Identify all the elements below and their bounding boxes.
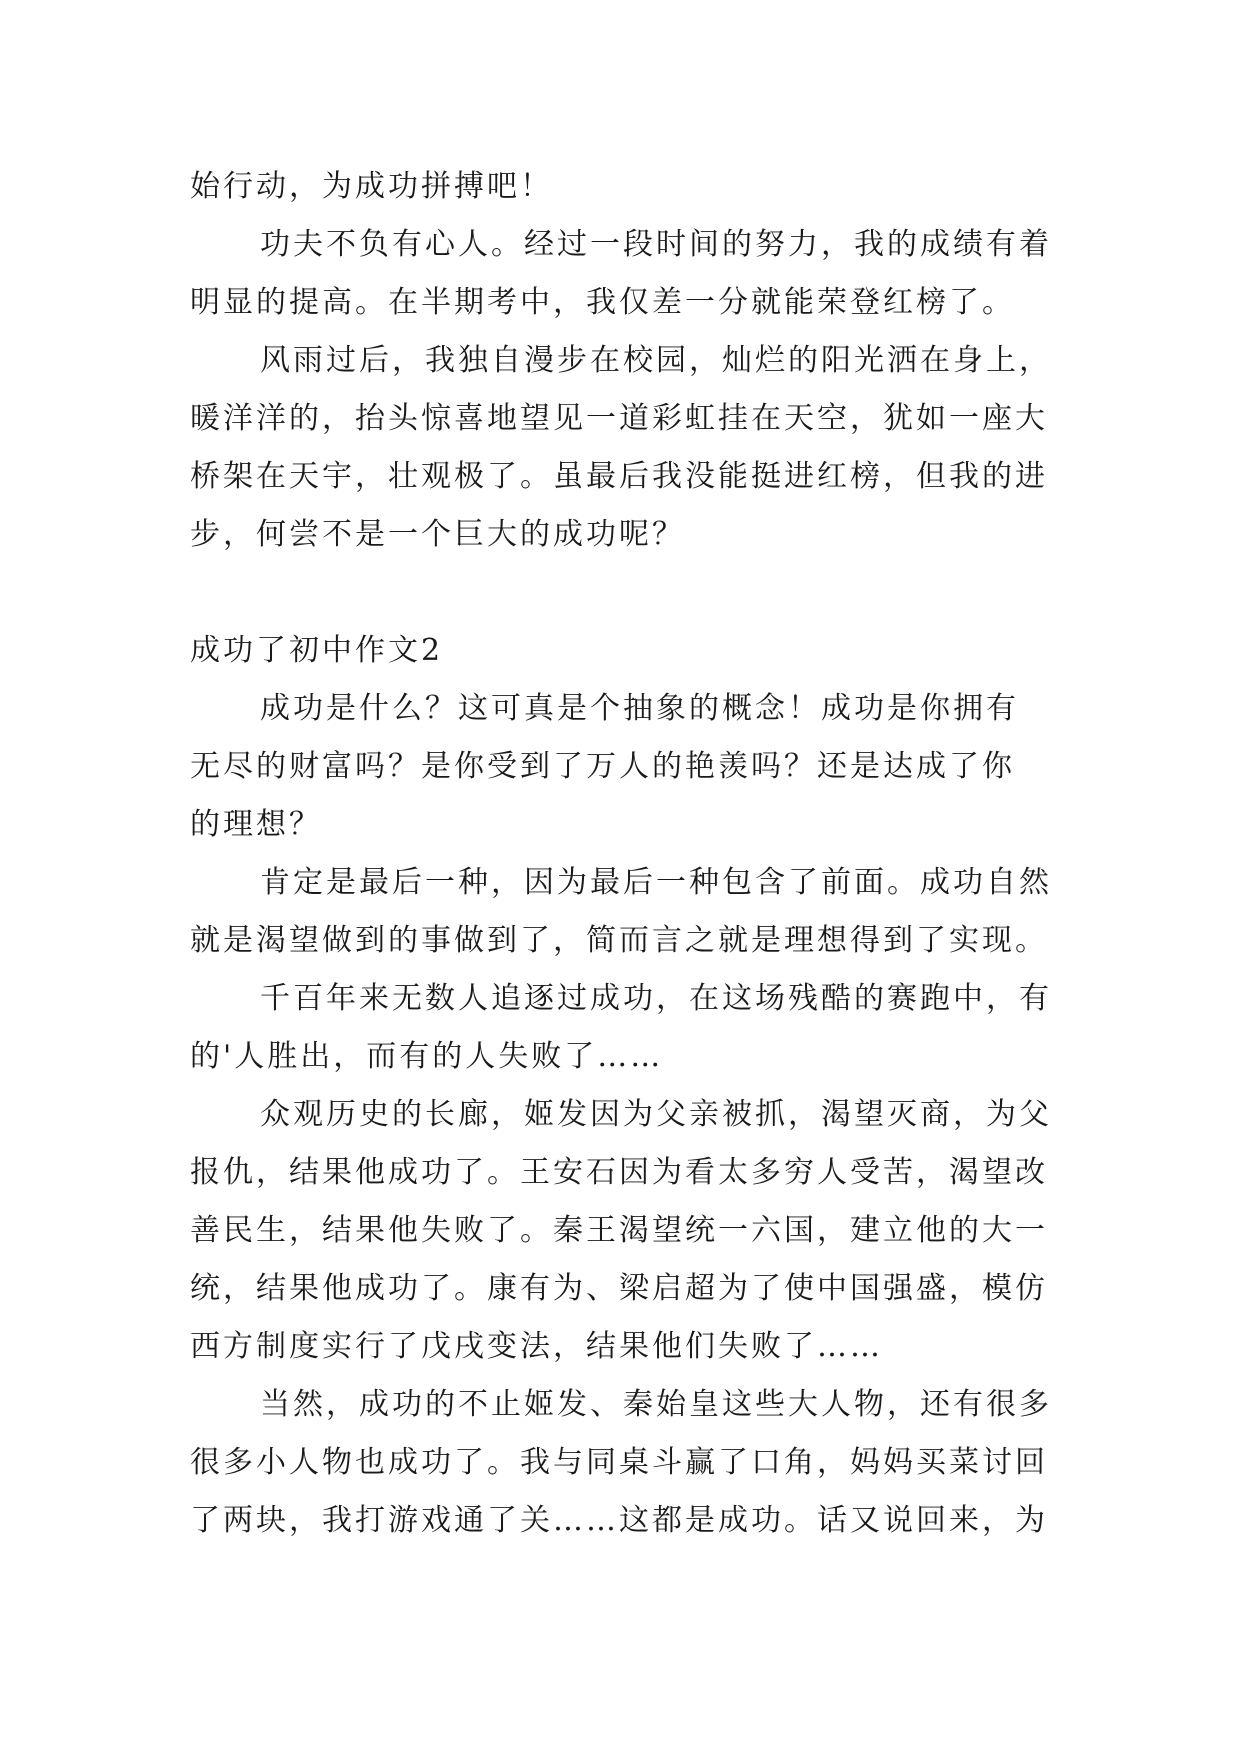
paragraph-continuation <box>190 158 1050 216</box>
text-line: 步，何尝不是一个巨大的成功呢？ <box>190 517 685 552</box>
text-line: 报仇，结果他成功了。王安石因为看太多穷人受苦，渴望改 <box>190 1155 1048 1190</box>
text-line: 的理想？ <box>190 807 322 842</box>
paragraph <box>190 680 1050 854</box>
text-line: 当然，成功的不止姬发、秦始皇这些大人物，还有很多 <box>260 1387 1052 1422</box>
text-line: 始行动，为成功拼搏吧！ <box>190 169 553 204</box>
text-line: 桥架在天宇，壮观极了。虽最后我没能挺进红榜，但我的进 <box>190 459 1048 494</box>
text-line: 了两块，我打游戏通了关……这都是成功。话又说回来，为 <box>190 1503 1048 1538</box>
text-line: 无尽的财富吗？是你受到了万人的艳羡吗？还是达成了你 <box>190 749 1015 784</box>
paragraph <box>190 854 1050 970</box>
text-line: 明显的提高。在半期考中，我仅差一分就能荣登红榜了。 <box>190 285 1015 320</box>
text-line: 西方制度实行了戊戌变法，结果他们失败了…… <box>190 1329 883 1364</box>
section-title: 成功了初中作文2 <box>190 633 444 668</box>
document-page <box>190 158 1050 1550</box>
section-spacer <box>190 564 1050 622</box>
text-line: 风雨过后，我独自漫步在校园，灿烂的阳光洒在身上， <box>260 343 1052 378</box>
paragraph <box>190 332 1050 564</box>
text-line: 很多小人物也成功了。我与同桌斗赢了口角，妈妈买菜讨回 <box>190 1445 1048 1480</box>
text-line: 就是渴望做到的事做到了，简而言之就是理想得到了实现。 <box>190 923 1048 958</box>
text-line: 肯定是最后一种，因为最后一种包含了前面。成功自然 <box>260 865 1052 900</box>
text-line: 的'人胜出，而有的人失败了…… <box>190 1039 664 1074</box>
text-line: 功夫不负有心人。经过一段时间的努力，我的成绩有着 <box>260 227 1052 262</box>
text-line: 成功是什么？这可真是个抽象的概念！成功是你拥有 <box>260 691 1019 726</box>
text-line: 众观历史的长廊，姬发因为父亲被抓，渴望灭商，为父 <box>260 1097 1052 1132</box>
paragraph <box>190 1086 1050 1376</box>
text-line: 善民生，结果他失败了。秦王渴望统一六国，建立他的大一 <box>190 1213 1048 1248</box>
paragraph <box>190 970 1050 1086</box>
text-line: 统，结果他成功了。康有为、梁启超为了使中国强盛，模仿 <box>190 1271 1048 1306</box>
paragraph <box>190 1376 1050 1550</box>
paragraph <box>190 216 1050 332</box>
text-line: 暖洋洋的，抬头惊喜地望见一道彩虹挂在天空，犹如一座大 <box>190 401 1048 436</box>
text-line: 千百年来无数人追逐过成功，在这场残酷的赛跑中，有 <box>260 981 1052 1016</box>
